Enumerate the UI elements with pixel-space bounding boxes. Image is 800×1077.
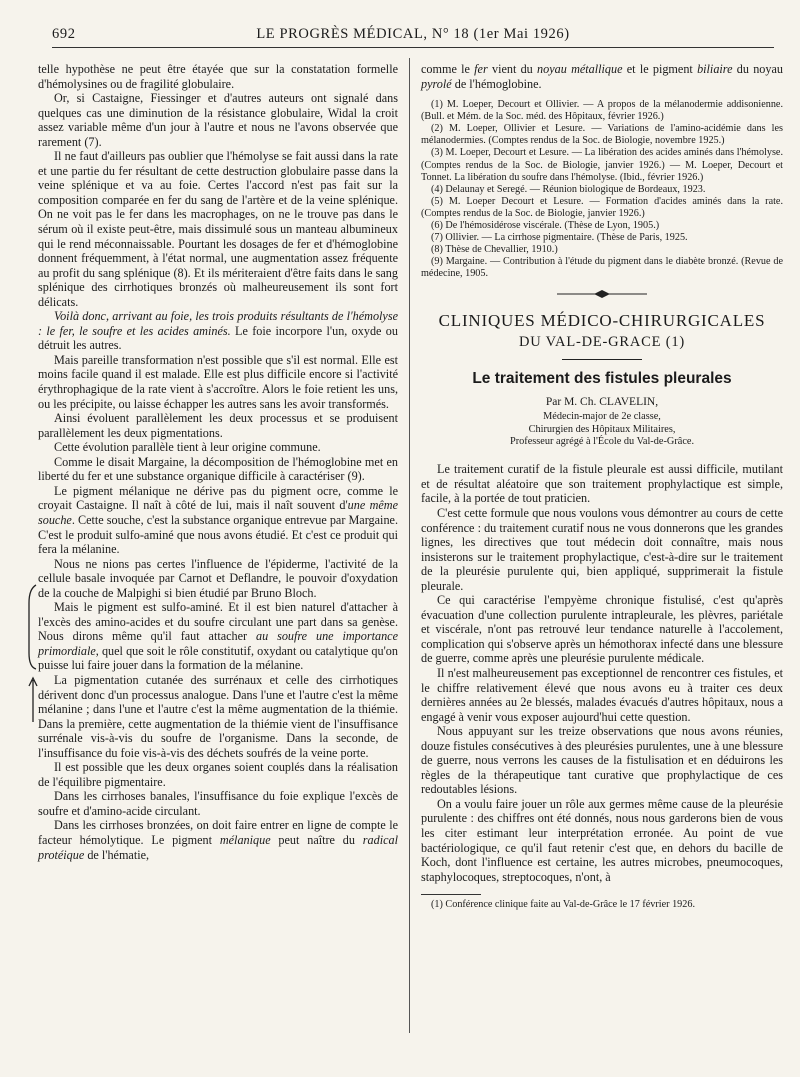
divider-ornament [421, 287, 783, 302]
italic-text: pyrolé [421, 76, 452, 91]
text-run: comme le [421, 62, 475, 76]
footnote: (8) Thèse de Chevallier, 1910.) [431, 244, 558, 256]
paragraph: Nous appuyant sur les treize observations que nous avons réunies, douze fistules consécutives à des pleurésies purulentes, une à une blessure de guerre, nous verrons les causes de la fistulisation et en déduirons les règles de la thérapeutique tant curative que prophylactique de ces redoutables lésions. [421, 724, 783, 797]
paragraph: Comme le disait Margaine, la décomposition de l'hémoglobine met en liberté du fer et une substance organique difficile à caractériser (9). [38, 454, 398, 484]
text-run: peut naître du [270, 832, 363, 847]
author-credential: Médecin-major de 2e classe, [543, 411, 661, 423]
paragraph: Ce qui caractérise l'empyème chronique fistulisé, c'est qu'après évacuation d'une collection purulente intrapleurale, les plèvres, pariétale et viscérale, n'ont pas retrouvé leur tendance naturelle à l'accolement, complication qui s'observe après un hémothorax infecté dans une blessure de guerre, comme après une pleurésie purulente médicale. [421, 593, 783, 666]
footnote: (5) M. Loeper Decourt et Lesure. — Formation d'acides aminés dans la rate. (Comptes rendus de la Soc. de Biologie, janvier 1926.) [421, 195, 783, 219]
text-run: . Cette souche, c'est la substance organique entrevue par Margaine. C'est le produit sulfo-aminé que nous avons étudié. Et c'est ce produit qui fera la mélanine. [38, 512, 398, 557]
page-number: 692 [52, 26, 76, 42]
italic-text: au soufre une importance primordiale [38, 629, 398, 658]
article-title: Le traitement des fistules pleurales [472, 370, 732, 388]
paragraph: La pigmentation cutanée des surrénaux et celle des cirrhotiques dérivent donc d'un processus analogue. Dans l'une et l'autre c'est la même mélanine ; dans l'une et l'autre c'est la même augmentation de la thiémie. Dans la première, cette augmentation de la thiémie vient de l'insuffisance surrénale vis-à-vis du soufre de l'organisme. Dans la seconde, de l'insuffisance du foie vis-à-vis des déchets soufrés de la veine porte. [38, 672, 398, 760]
text-run: Mais le pigment est sulfo-aminé. Et il est bien naturel d'attacher à l'excès des amino-acides et du soufre circulant une part dans sa genèse. Nous dirons même qu'il faut attacher [38, 600, 398, 644]
footnote: (9) Margaine. — Contribution à l'étude du pigment dans le diabète bronzé. (Revue de médecine, 1905. [421, 256, 783, 280]
text-run: vient du [487, 62, 538, 76]
paragraph [38, 600, 398, 673]
paragraph [38, 484, 398, 557]
author-credential: Chirurgien des Hôpitaux Militaires, [528, 423, 676, 435]
text-run: et le pigment [622, 62, 698, 76]
text-run: Dans les cirrhoses bronzées, on doit faire entrer en ligne de compte le facteur hémolytique. Le pigment [38, 818, 398, 847]
text-run: Le pigment mélanique ne dérive pas du pigment ocre, comme le croyait Castaigne. Il naît à côté de lui, mais il naît souvent d' [38, 483, 398, 513]
running-header [52, 26, 774, 46]
ornament-icon [557, 290, 647, 298]
section-subtitle: DU VAL-DE-GRACE (1) [518, 334, 686, 351]
text-run: , quel que soit le rôle constitutif, oxydant ou catalytique qu'on puisse lui faire jouer dans la formation de la mélanine. [38, 643, 398, 673]
footnote: (7) Ollivier. — La cirrhose pigmentaire. (Thèse de Paris, 1925. [431, 232, 688, 244]
paragraph: Il est possible que les deux organes soient couplés dans la réalisation de l'équilibre pigmentaire. [38, 760, 398, 789]
paragraph [38, 309, 398, 353]
italic-text: mélanique [219, 832, 271, 847]
footnote: (1) M. Loeper, Decourt et Ollivier. — A propos de la mélanodermie addisonienne. (Bull. et Mém. de la Soc. méd. des Hôpitaux, février 1926.) [421, 99, 783, 123]
right-column [421, 62, 783, 911]
footnote: (3) M. Loeper, Decourt et Lesure. — La libération des acides aminés dans l'hémolyse. (Comptes rendus de la Soc. de Biologie, janvier 1926.) — M. Loeper, Decourt et Tonnet. La libération du soufre dans l'hémolyse. (Ibid., février 1926.) [421, 147, 783, 183]
paragraph [421, 62, 783, 91]
italic-text: biliaire [697, 62, 733, 76]
footnote: (4) Delaunay et Seregé. — Réunion biologique de Bordeaux, 1923. [431, 183, 706, 195]
italic-text: Voilà donc, arrivant au foie, les trois produits résultants de l'hémolyse : le fer, le soufre et les acides aminés. [38, 309, 398, 338]
italic-text: radical protéique [38, 832, 398, 862]
author-credential: Professeur agrégé à l'École du Val-de-Grâce. [509, 435, 695, 447]
footnote: (1) Conférence clinique faite au Val-de-Grâce le 17 février 1926. [431, 899, 695, 911]
running-title: LE PROGRÈS MÉDICAL, N° 18 (1er Mai 1926) [256, 26, 570, 42]
paragraph: Mais pareille transformation n'est possible que s'il est normal. Elle est moins facile quand il est malade. Elle est plus difficile encore si l'activité érythrophagique de la rate vient à s'accroître. Alors le foie retient les uns, ou les précipite, ou laisse échapper les autres sans les avoir transformés. [38, 352, 398, 411]
section-title: CLINIQUES MÉDICO-CHIRURGICALES [438, 311, 766, 331]
paragraph: Il n'est malheureusement pas exceptionnel de rencontrer ces fistules, et le chiffre relativement élevé que nous avons eu à traiter ces deux dernières années au 2e blessés, malades évacués d'autres hôpitaux, nous a engagé à venir vous exposer aujourd'hui cette question. [421, 666, 783, 724]
italic-text: noyau métallique [537, 62, 623, 76]
author-byline: Par M. Ch. CLAVELIN, [545, 395, 659, 408]
footnotes-list [421, 99, 783, 280]
paragraph: C'est cette formule que nous voulons vous démontrer au cours de cette conférence : du traitement curatif nous ne vous donnerons que les grandes lignes, les directives que tout médecin doit connaître, mais nous insisterons sur le traitement prophylactique, c'est-à-dire sur le traitement de la pleurésie purulente qui, bien appliqué, supprimerait la fistule pleurale. [421, 506, 783, 593]
header-rule [52, 47, 774, 48]
italic-text: fer [474, 62, 488, 76]
paragraph: Cette évolution parallèle tient à leur origine commune. [54, 440, 321, 455]
paragraph: Il ne faut d'ailleurs pas oublier que l'hémolyse se fait aussi dans la rate et une partie du fer résultant de cette destruction globulaire passe dans la veine splénique et va au foie. Certes l'accord n'est pas fait sur la composition comparée en fer du sang de l'artère et de la veine splénique. On ne voit pas le fer dans les macrophages, on ne le trouve pas dans le sérum où il existe peut-être, mais dissimulé sous un manteau albumineux qui le rend méconnaissable. Pourtant les dosages de fer et d'hémoglobine donnent fréquemment, à l'état normal, une augmentation assez fréquente au profit du sang splénique (8). Et ils mériteraient d'être faits dans le sang splénique des cirrhotiques bronzés où malheureusement ils sont fort délicats. [38, 149, 398, 309]
paragraph: Nous ne nions pas certes l'influence de l'épiderme, l'activité de la cellule basale invoquée par Carnot et Deflandre, le pouvoir d'oxydation de la couche de Malpighi si bien étudié par Bruno Bloch. [38, 556, 398, 600]
paragraph: Dans les cirrhoses banales, l'insuffisance du foie explique l'excès de soufre et d'amino-acide circulant. [38, 789, 398, 818]
paragraph [38, 818, 398, 862]
spacer [421, 448, 783, 462]
text-run: Le foie incorpore l'un, oxyde ou détruit les autres. [38, 323, 398, 353]
italic-text: une même souche [38, 498, 398, 527]
paragraph: Ainsi évoluent parallèlement les deux processus et se produisent parallèlement les deux pigmentations. [38, 411, 398, 440]
title-rule [562, 359, 642, 360]
footnote-rule [421, 894, 481, 895]
paragraph: On a voulu faire jouer un rôle aux germes même cause de la pleurésie purulente : des chiffres ont été donnés, nous nous garderons bien de vous les citer estimant leur interprétation erronée. Au point de vue bactériologique, ce qu'il faut retenir c'est que, en dehors du bacille de Koch, dont l'influence est certaine, les autres microbes, pneumocoques, staphylocoques, streptocoques, n'ont, à [421, 796, 783, 884]
paragraph: telle hypothèse ne peut être étayée que sur la constatation formelle d'hémolysines ou de fragilité globulaire. [38, 62, 398, 91]
left-column [38, 62, 398, 862]
text-run: du noyau [732, 62, 783, 76]
paragraph: Le traitement curatif de la fistule pleurale est aussi difficile, mutilant et de résultat aléatoire que son traitement prophylactique est simple, facile, à la portée de tout praticien. [421, 462, 783, 506]
text-run: de l'hémoglobine. [451, 76, 542, 91]
paragraph: Or, si Castaigne, Fiessinger et d'autres auteurs ont signalé dans quelques cas une diminution de la résistance globulaire, Widal la croit assez variable même d'un jour à l'autre et nous ne l'avons observée que rarement (7). [38, 91, 398, 149]
footnote: (2) M. Loeper, Ollivier et Lesure. — Variations de l'amino-acidémie dans les mélanodermies. (Comptes rendus de la Soc. de Biologie, novembre 1925.) [421, 123, 783, 147]
margin-arrow-mark [28, 676, 38, 724]
text-run: de l'hématie, [84, 847, 150, 862]
margin-bracket-mark [26, 583, 38, 671]
column-divider [409, 58, 410, 1033]
footnote: (6) De l'hémosidérose viscérale. (Thèse de Lyon, 1905.) [431, 220, 660, 232]
